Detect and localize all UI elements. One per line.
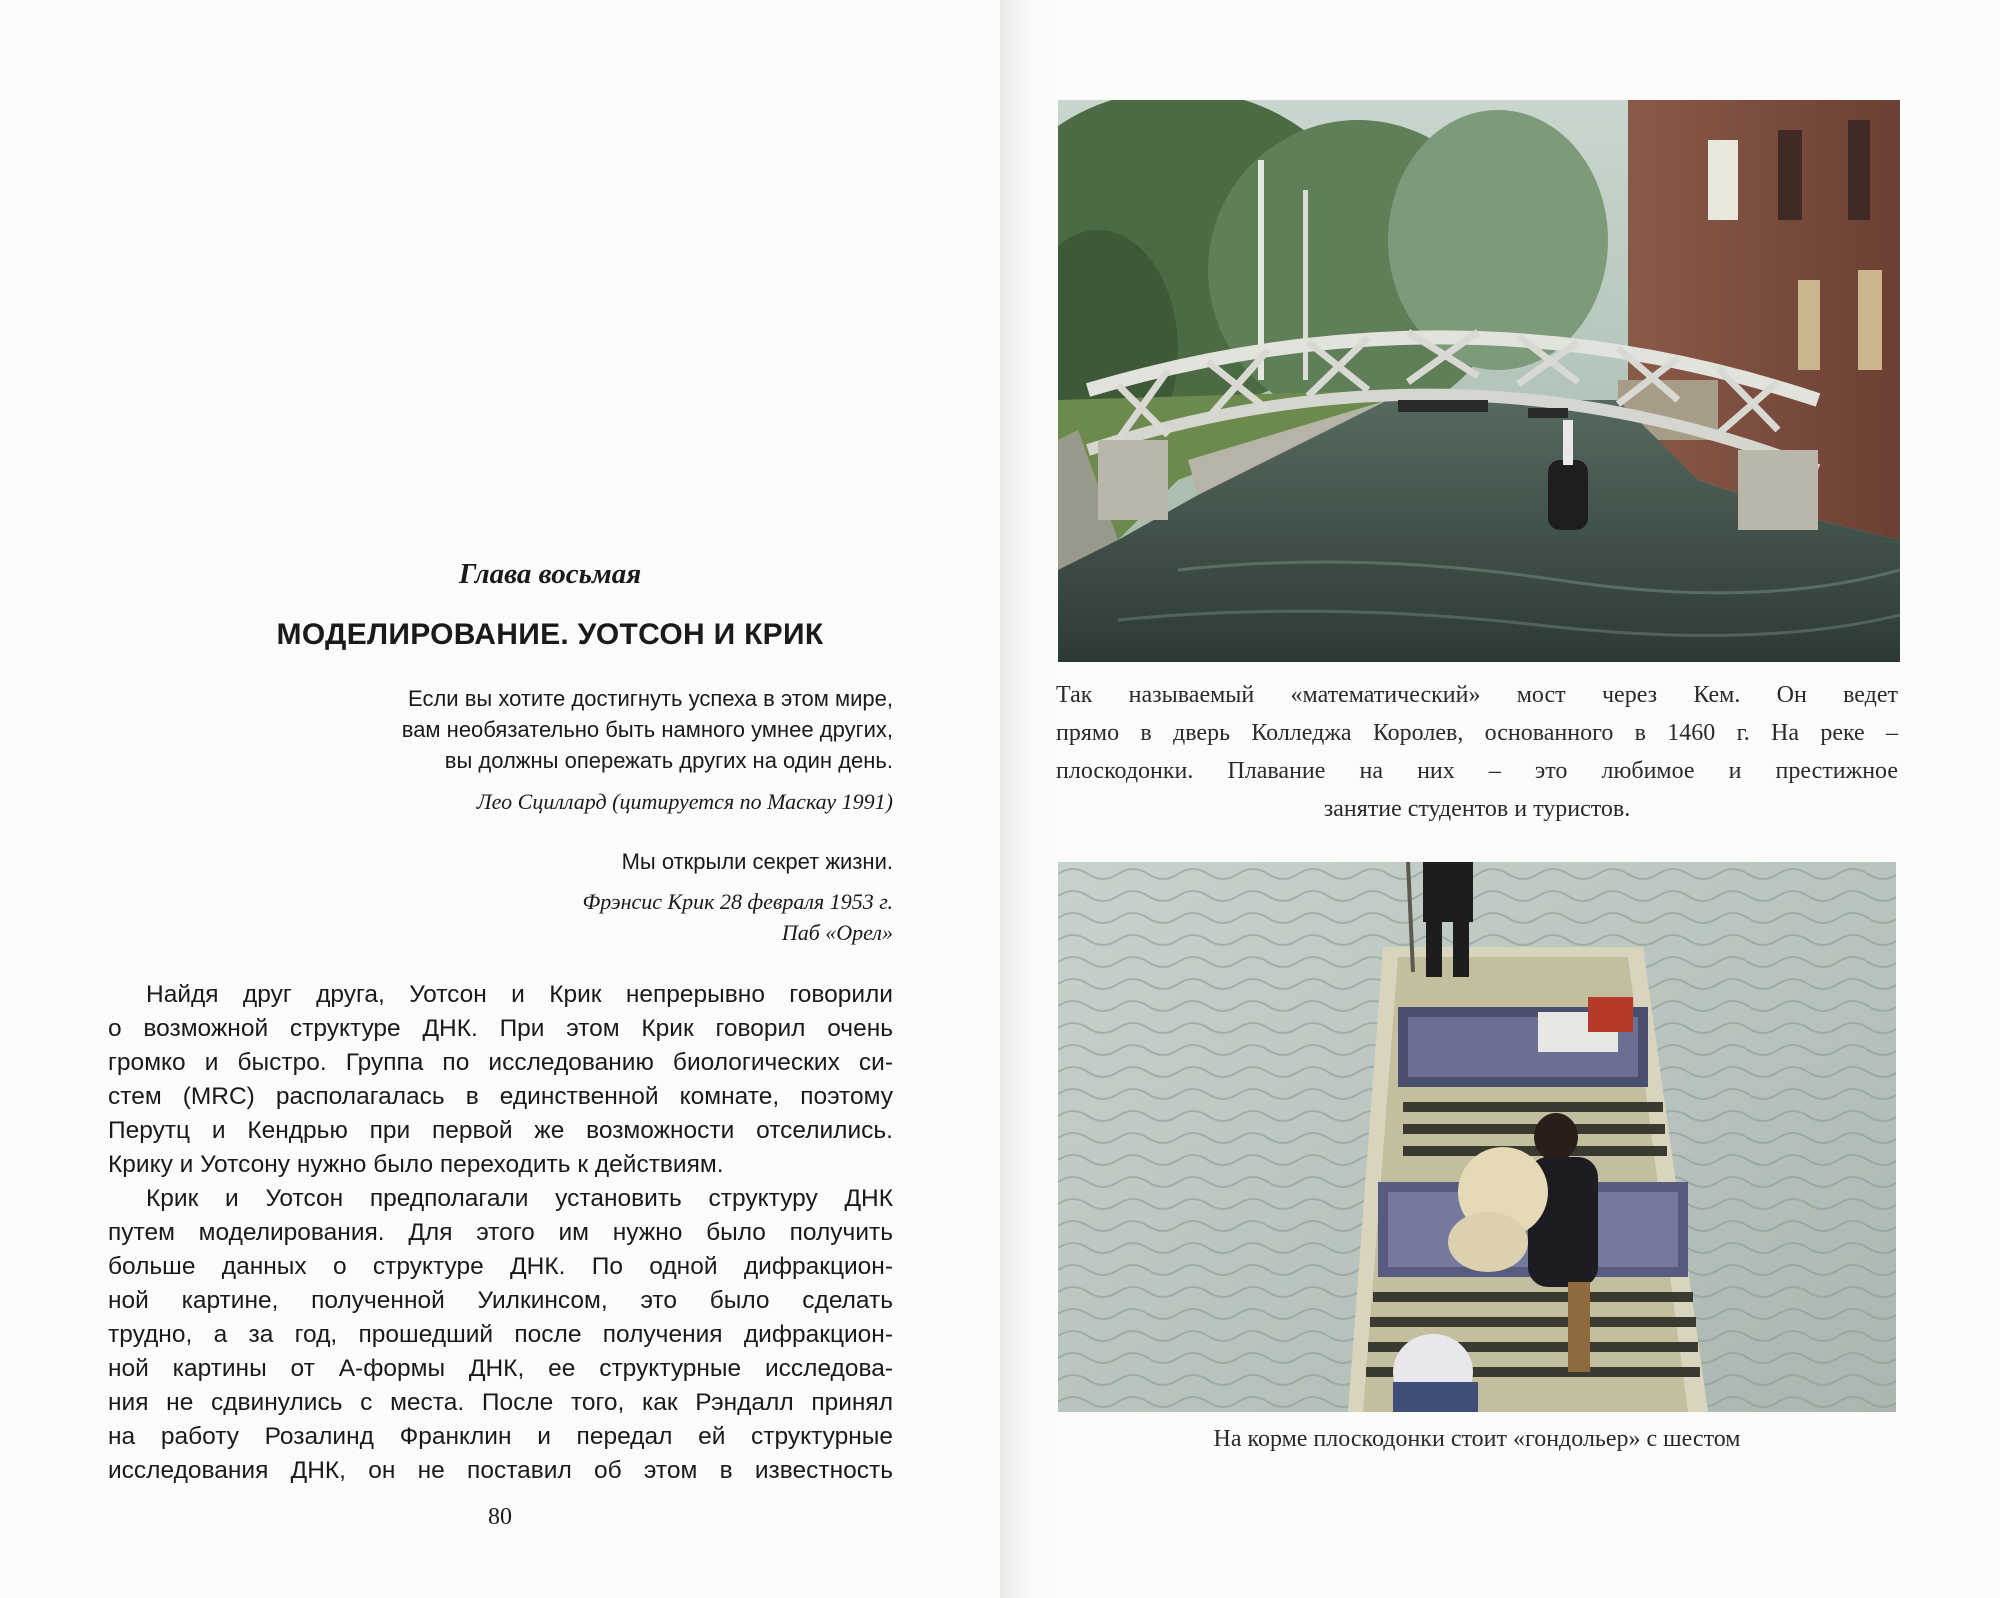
body-line: на работу Розалинд Франклин и передал ей структурные <box>108 1423 893 1450</box>
attribution-line: Паб «Орел» <box>781 920 893 945</box>
body-line: о возможной структуре ДНК. При этом Крик говорил очень <box>108 1015 893 1042</box>
body-line: ния не сдвинулись с места. После того, как Рэндалл принял <box>108 1389 893 1416</box>
body-line: Крик и Уотсон предполагали установить структуру ДНК <box>146 1185 893 1212</box>
body-line: ной картины от А-формы ДНК, ее структурные исследова- <box>108 1355 893 1382</box>
page-number: 80 <box>488 1504 512 1530</box>
epigraph-line: Мы открыли секрет жизни. <box>621 849 893 874</box>
chapter-title: МОДЕЛИРОВАНИЕ. УОТСОН И КРИК <box>276 618 824 651</box>
body-line: стем (MRC) располагалась в единственной комнате, поэтому <box>108 1083 893 1110</box>
bridge-caption <box>1056 676 1898 828</box>
body-text <box>108 978 893 1488</box>
punt-photo <box>1058 862 1896 1412</box>
body-line: трудно, а за год, прошедший после получения дифракцион- <box>108 1321 893 1348</box>
chapter-label: Глава восьмая <box>458 558 642 590</box>
epigraph-2-attribution <box>583 886 894 948</box>
caption-line: плоскодонки. Плавание на них – это любимое и престижное <box>1056 758 1898 784</box>
epigraph-1-attribution <box>477 786 893 817</box>
body-line: путем моделирования. Для этого им нужно было получить <box>108 1219 893 1246</box>
epigraph-2 <box>622 846 893 877</box>
caption-line: Так называемый «математический» мост через Кем. Он ведет <box>1056 682 1898 708</box>
body-line: громко и быстро. Группа по исследованию биологических си- <box>108 1049 893 1076</box>
body-line: Перутц и Кендрью при первой же возможности отселились. <box>108 1117 893 1144</box>
attribution-line: Фрэнсис Крик 28 февраля 1953 г. <box>582 889 893 914</box>
body-line: Найдя друг друга, Уотсон и Крик непрерывно говорили <box>146 981 893 1008</box>
caption-line: прямо в дверь Колледжа Королев, основанного в 1460 г. На реке – <box>1056 720 1898 746</box>
caption-line: занятие студентов и туристов. <box>1323 796 1631 822</box>
attribution-line: Лео Сциллард (цитируется по Маскау 1991) <box>476 789 893 814</box>
epigraph-line: вам необязательно быть намного умнее других, <box>401 717 893 742</box>
body-line: ной картине, полученной Уилкинсом, это было сделать <box>108 1287 893 1314</box>
punt-caption: На корме плоскодонки стоит «гондольер» с шестом <box>1213 1426 1741 1452</box>
epigraph-1 <box>402 683 893 776</box>
body-line: исследования ДНК, он не поставил об этом в известность <box>108 1457 893 1484</box>
body-line: Крику и Уотсону нужно было переходить к действиям. <box>108 1151 724 1178</box>
epigraph-line: вы должны опережать других на один день. <box>444 748 893 773</box>
epigraph-line: Если вы хотите достигнуть успеха в этом мире, <box>408 686 893 711</box>
bridge-photo <box>1058 100 1900 662</box>
body-line: больше данных о структуре ДНК. По одной дифракцион- <box>108 1253 893 1280</box>
